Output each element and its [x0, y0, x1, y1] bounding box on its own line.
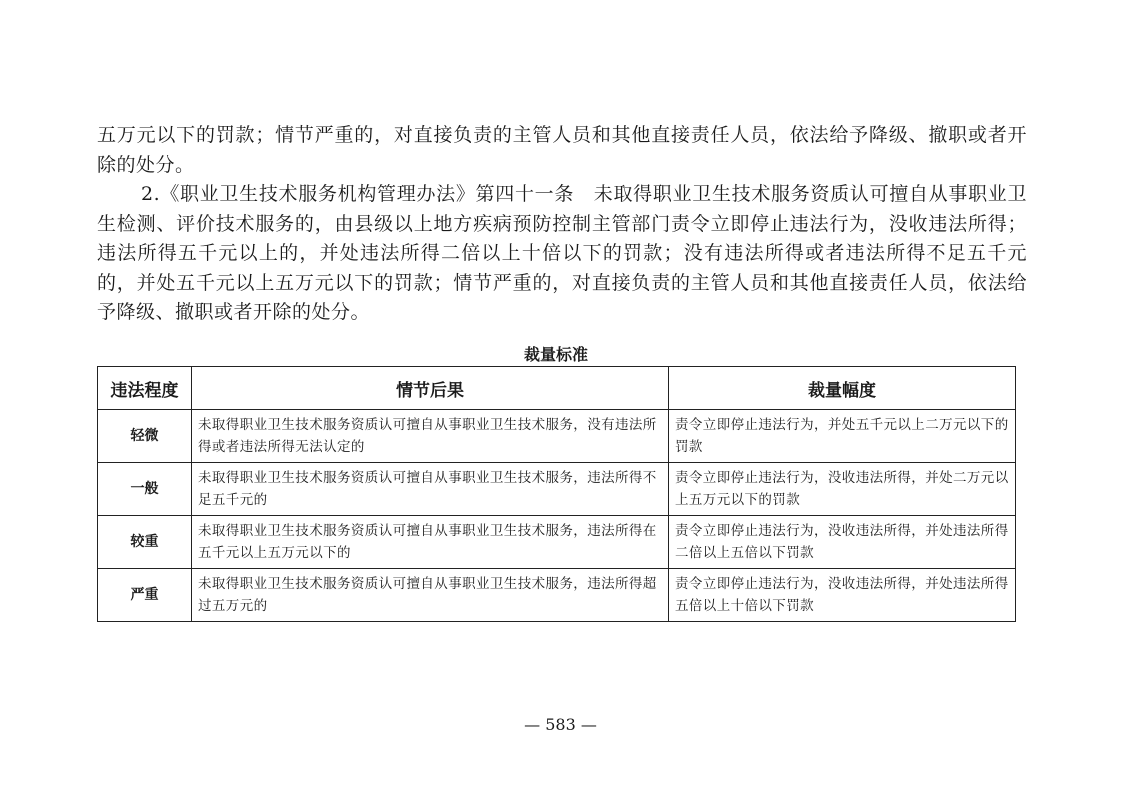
row-consequence: 未取得职业卫生技术服务资质认可擅自从事职业卫生技术服务，没有违法所得或者违法所得无法认定的	[192, 410, 669, 463]
table-header-row	[98, 367, 1016, 410]
body-paragraph-continuation: 五万元以下的罚款；情节严重的，对直接负责的主管人员和其他直接责任人员，依法给予降级、撤职或者开除的处分。	[97, 124, 1027, 176]
table-title: 裁量标准	[523, 345, 588, 364]
row-level: 轻微	[98, 410, 192, 463]
row-consequence: 未取得职业卫生技术服务资质认可擅自从事职业卫生技术服务，违法所得在五千元以上五万元以下的	[192, 516, 669, 569]
page-number: — 583 —	[524, 715, 597, 734]
table-row	[98, 463, 1016, 516]
row-consequence: 未取得职业卫生技术服务资质认可擅自从事职业卫生技术服务，违法所得不足五千元的	[192, 463, 669, 516]
discretion-standard-table	[97, 366, 1016, 622]
row-penalty: 责令立即停止违法行为，没收违法所得，并处违法所得二倍以上五倍以下罚款	[669, 516, 1016, 569]
body-paragraph-article-41: 2.《职业卫生技术服务机构管理办法》第四十一条 未取得职业卫生技术服务资质认可擅自从事职业卫生检测、评价技术服务的，由县级以上地方疾病预防控制主管部门责令立即停止违法行为，没收违法所得；违法所得五千元以上的，并处违法所得二倍以上十倍以下的罚款；没有违法所得或者违法所得不足五千元的，并处五千元以上五万元以下的罚款；情节严重的，对直接负责的主管人员和其他直接责任人员，依法给予降级、撤职或者开除的处分。	[97, 183, 1027, 323]
header-penalty-range: 裁量幅度	[669, 367, 1016, 410]
row-level: 严重	[98, 569, 192, 622]
row-level: 一般	[98, 463, 192, 516]
row-penalty: 责令立即停止违法行为，没收违法所得，并处二万元以上五万元以下的罚款	[669, 463, 1016, 516]
header-violation-level: 违法程度	[98, 367, 192, 410]
row-level: 较重	[98, 516, 192, 569]
table-row	[98, 569, 1016, 622]
table-row	[98, 516, 1016, 569]
table-row	[98, 410, 1016, 463]
row-penalty: 责令立即停止违法行为，没收违法所得，并处违法所得五倍以上十倍以下罚款	[669, 569, 1016, 622]
header-consequence: 情节后果	[192, 367, 669, 410]
row-penalty: 责令立即停止违法行为，并处五千元以上二万元以下的罚款	[669, 410, 1016, 463]
row-consequence: 未取得职业卫生技术服务资质认可擅自从事职业卫生技术服务，违法所得超过五万元的	[192, 569, 669, 622]
